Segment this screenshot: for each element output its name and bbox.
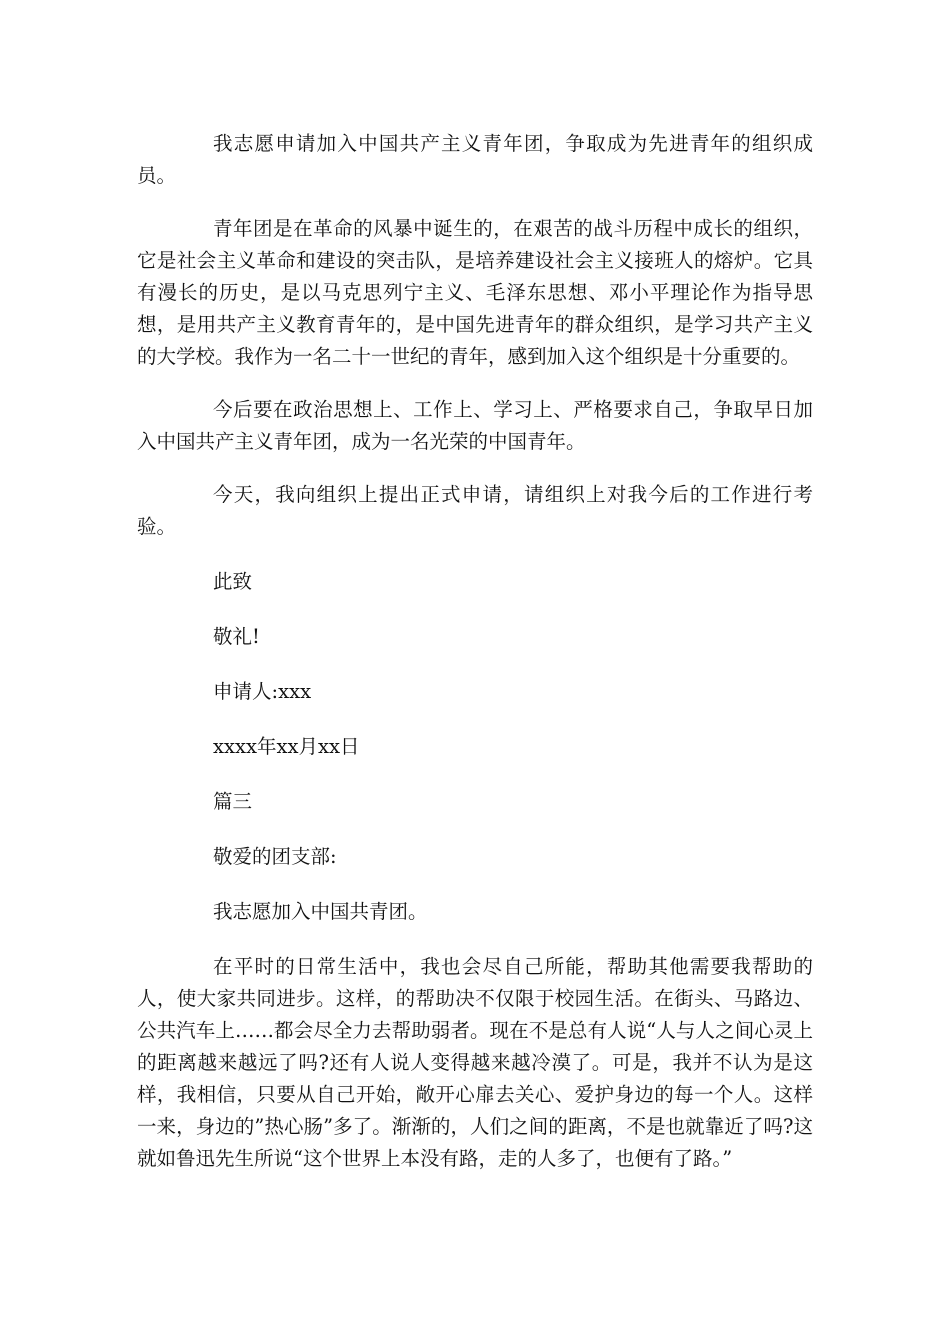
paragraph-helping-others: 在平时的日常生活中，我也会尽自己所能，帮助其他需要我帮助的人，使大家共同进步。这样，的帮助决不仅限于校园生活。在街头、马路边、公共汽车上……都会尽全力去帮助弱者。现在不是总有人说“人与人之间心灵上的距离越来越远了吗?还有人说人变得越来越冷漠了。可是，我并不认为是这样，我相信，只要从自己开始，敞开心扉去关心、爱护身边的每一个人。这样一来，身边的”热心肠”多了。渐渐的，人们之间的距离，不是也就靠近了吗?这就如鲁迅先生所说“这个世界上本没有路，走的人多了，也便有了路。” <box>137 955 813 1170</box>
section-heading: 篇三 <box>213 790 253 813</box>
application-date: xxxx年xx月xx日 <box>213 735 360 758</box>
paragraph-application-intro: 我志愿申请加入中国共产主义青年团，争取成为先进青年的组织成员。 <box>137 132 813 187</box>
paragraph-declaration: 我志愿加入中国共青团。 <box>213 900 428 923</box>
document-body <box>137 128 813 1196</box>
letter-greeting: 敬爱的团支部: <box>213 845 337 868</box>
paragraph-formal-request: 今天，我向组织上提出正式申请，请组织上对我今后的工作进行考验。 <box>137 483 813 538</box>
closing-regards: 敬礼! <box>213 625 260 648</box>
closing-salutation: 此致 <box>213 570 253 593</box>
paragraph-league-history: 青年团是在革命的风暴中诞生的，在艰苦的战斗历程中成长的组织，它是社会主义革命和建设的突击队，是培养建设社会主义接班人的熔炉。它具有漫长的历史，是以马克思列宁主义、毛泽东思想、邓小平理论作为指导思想，是用共产主义教育青年的，是中国先进青年的群众组织，是学习共产主义的大学校。我作为一名二十一世纪的青年，感到加入这个组织是十分重要的。 <box>137 217 813 368</box>
paragraph-future-commitment: 今后要在政治思想上、工作上、学习上、严格要求自己，争取早日加入中国共产主义青年团，成为一名光荣的中国青年。 <box>137 398 813 453</box>
applicant-signature: 申请人:xxx <box>213 680 312 703</box>
